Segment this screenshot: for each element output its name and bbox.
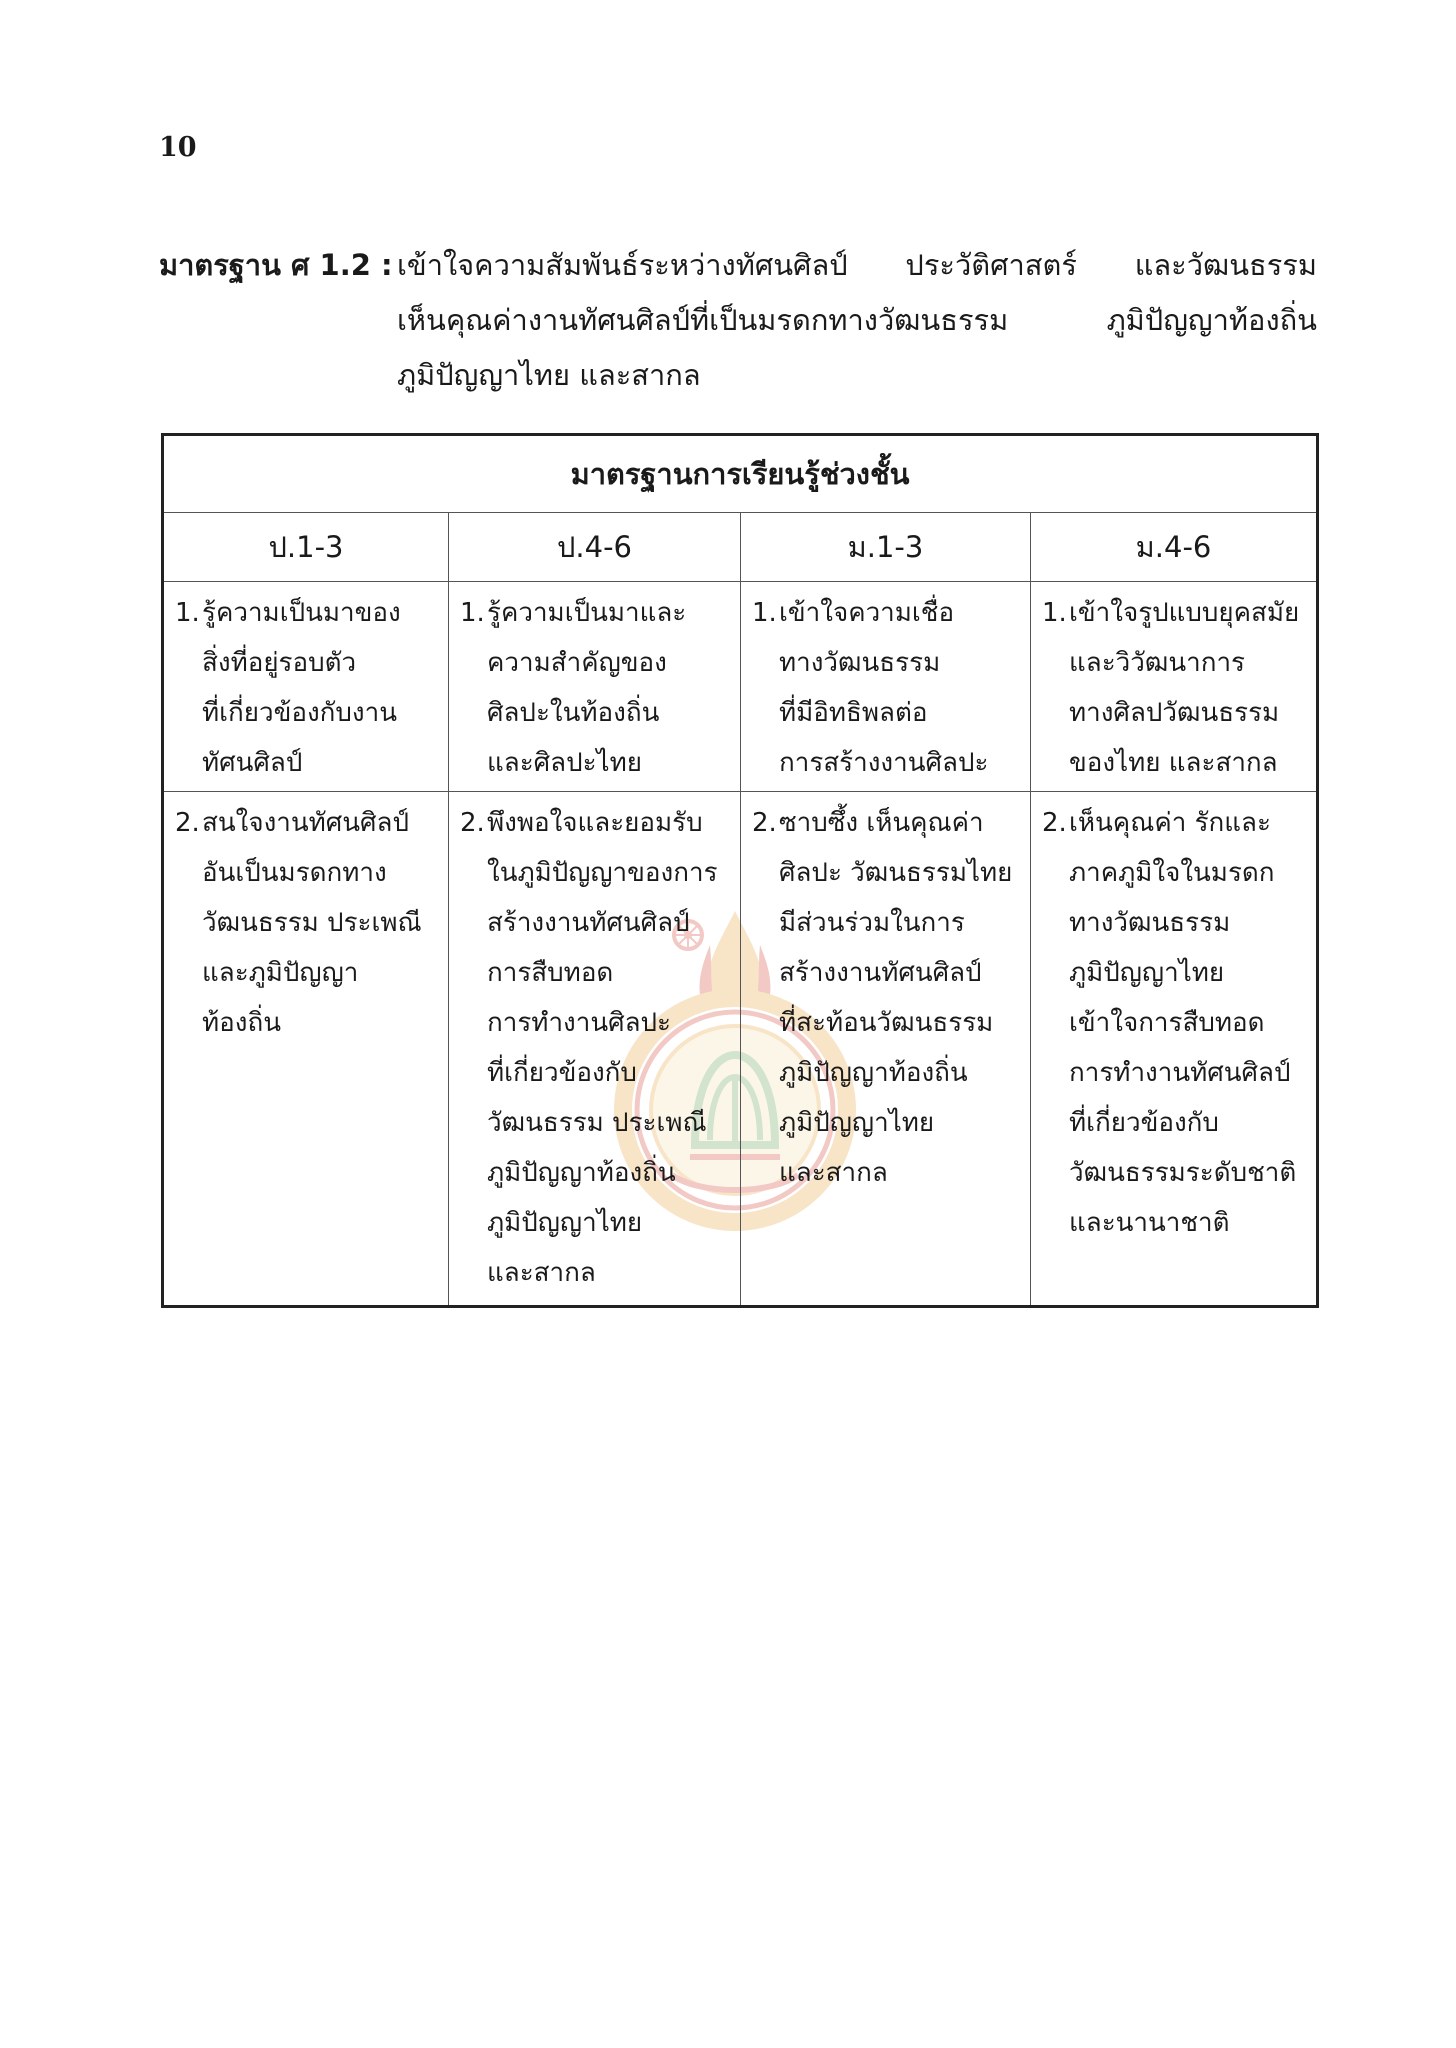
column-header: ม.4-6: [1031, 513, 1318, 582]
item-line: รู้ความเป็นมาของ: [202, 598, 401, 628]
item-number: 2.: [175, 808, 200, 838]
item-line: พึงพอใจและยอมรับ: [487, 808, 703, 838]
table-cell: [449, 792, 741, 1307]
list-item: [175, 588, 444, 788]
table-cell: [163, 582, 449, 792]
standard-line: เข้าใจความสัมพันธ์ระหว่างทัศนศิลป์ ประวัติศาสตร์ และวัฒนธรรม: [397, 248, 1317, 282]
item-line: การทำงานทัศนศิลป์: [1069, 1058, 1291, 1088]
column-header: ป.4-6: [449, 513, 741, 582]
table-title-row: [163, 435, 1318, 513]
item-line: การสร้างงานศิลปะ: [779, 748, 989, 778]
item-line: ภูมิปัญญาไทย: [779, 1108, 935, 1138]
item-line: ความสำคัญของ: [487, 648, 667, 678]
item-line: วัฒนธรรมระดับชาติ: [1069, 1158, 1297, 1188]
item-number: 1.: [1042, 598, 1067, 628]
item-number: 1.: [460, 598, 485, 628]
item-line: รู้ความเป็นมาและ: [487, 598, 687, 628]
item-line: ศิลปะ วัฒนธรรมไทย: [779, 858, 1013, 888]
item-line: อันเป็นมรดกทาง: [202, 858, 387, 888]
item-line: และวิวัฒนาการ: [1069, 648, 1246, 678]
item-line: ทางวัฒนธรรม: [1069, 908, 1231, 938]
item-line: และนานาชาติ: [1069, 1208, 1230, 1238]
item-line: ที่เกี่ยวข้องกับ: [487, 1058, 637, 1088]
standard-label: มาตรฐาน ศ 1.2 :: [159, 248, 393, 282]
item-line: วัฒนธรรม ประเพณี: [202, 908, 422, 938]
item-line: ที่มีอิทธิพลต่อ: [779, 698, 928, 728]
item-number: 2.: [1042, 808, 1067, 838]
table-cell: [1031, 582, 1318, 792]
page-number: 10: [159, 132, 197, 163]
table-cell: [449, 582, 741, 792]
list-item: [460, 588, 736, 788]
item-line: และศิลปะไทย: [487, 748, 643, 778]
list-item: [460, 798, 736, 1298]
item-line: เห็นคุณค่า รักและ: [1069, 808, 1271, 838]
item-line: การทำงานศิลปะ: [487, 1008, 672, 1038]
item-line: เข้าใจความเชื่อ: [779, 598, 955, 628]
list-item: [1042, 798, 1312, 1248]
item-line: เข้าใจรูปแบบยุคสมัย: [1069, 598, 1300, 628]
item-line: ทางวัฒนธรรม: [779, 648, 941, 678]
list-item: [752, 798, 1026, 1198]
item-line: เข้าใจการสืบทอด: [1069, 1008, 1265, 1038]
list-item: [752, 588, 1026, 788]
item-line: ท้องถิ่น: [202, 1008, 281, 1038]
item-number: 1.: [175, 598, 200, 628]
item-line: ซาบซึ้ง เห็นคุณค่า: [779, 808, 984, 838]
table-row: [163, 582, 1318, 792]
item-line: ภาคภูมิใจในมรดก: [1069, 858, 1275, 888]
item-number: 2.: [460, 808, 485, 838]
item-line: ที่สะท้อนวัฒนธรรม: [779, 1008, 994, 1038]
table-row: [163, 792, 1318, 1307]
standard-line: ภูมิปัญญาไทย และสากล: [397, 358, 701, 392]
standard-description: [397, 238, 1317, 403]
item-line: สร้างงานทัศนศิลป์: [779, 958, 982, 988]
item-line: ภูมิปัญญาท้องถิ่น: [487, 1158, 676, 1188]
item-line: ภูมิปัญญาไทย: [1069, 958, 1225, 988]
item-line: และสากล: [487, 1258, 596, 1288]
item-line: สนใจงานทัศนศิลป์: [202, 808, 409, 838]
table-title: มาตรฐานการเรียนรู้ช่วงชั้น: [163, 435, 1318, 513]
item-line: และสากล: [779, 1158, 888, 1188]
item-line: วัฒนธรรม ประเพณี: [487, 1108, 707, 1138]
item-line: ในภูมิปัญญาของการ: [487, 858, 718, 888]
list-item: [1042, 588, 1312, 788]
item-line: สิ่งที่อยู่รอบตัว: [202, 648, 357, 678]
item-line: การสืบทอด: [487, 958, 614, 988]
table-header-row: [163, 513, 1318, 582]
column-header: ป.1-3: [163, 513, 449, 582]
item-line: ทางศิลปวัฒนธรรม: [1069, 698, 1280, 728]
list-item: [175, 798, 444, 1048]
item-number: 2.: [752, 808, 777, 838]
item-line: ภูมิปัญญาไทย: [487, 1208, 643, 1238]
item-line: และภูมิปัญญา: [202, 958, 359, 988]
table-cell: [163, 792, 449, 1307]
table-cell: [1031, 792, 1318, 1307]
column-header: ม.1-3: [741, 513, 1031, 582]
item-line: ที่เกี่ยวข้องกับงาน: [202, 698, 397, 728]
item-line: ศิลปะในท้องถิ่น: [487, 698, 660, 728]
table-cell: [741, 582, 1031, 792]
learning-standards-table: [161, 433, 1319, 1308]
item-line: ของไทย และสากล: [1069, 748, 1278, 778]
table-cell: [741, 792, 1031, 1307]
item-number: 1.: [752, 598, 777, 628]
item-line: มีส่วนร่วมในการ: [779, 908, 965, 938]
item-line: สร้างงานทัศนศิลป์: [487, 908, 690, 938]
table-body: [163, 582, 1318, 1307]
item-line: ที่เกี่ยวข้องกับ: [1069, 1108, 1219, 1138]
item-line: ทัศนศิลป์: [202, 748, 303, 778]
standard-line: เห็นคุณค่างานทัศนศิลป์ที่เป็นมรดกทางวัฒนธรรม ภูมิปัญญาท้องถิ่น: [397, 303, 1317, 337]
item-line: ภูมิปัญญาท้องถิ่น: [779, 1058, 968, 1088]
